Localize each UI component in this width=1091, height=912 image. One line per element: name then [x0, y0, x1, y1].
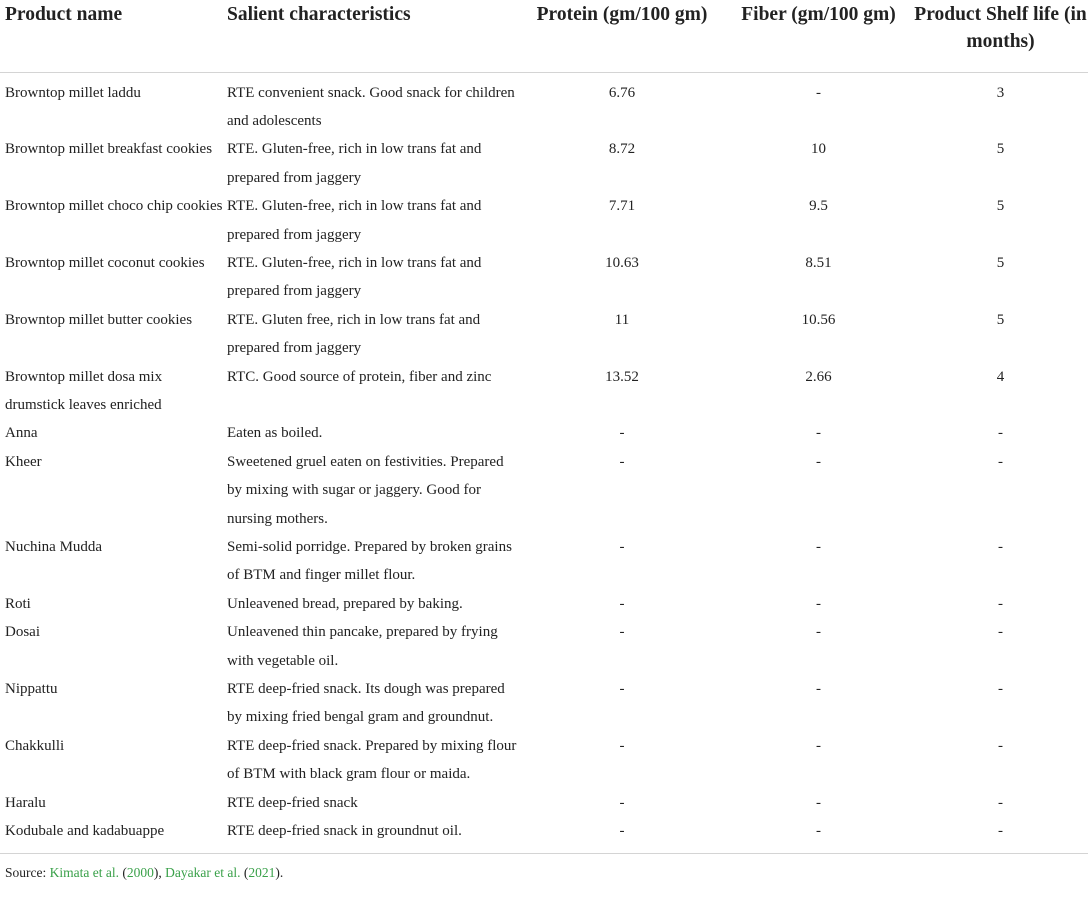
cell-salient-characteristics: RTE deep-fried snack. Its dough was prepared by mixing fried bengal gram and groundnut.	[227, 681, 505, 726]
cell-salient-characteristics: RTE. Gluten free, rich in low trans fat and prepared from jaggery	[227, 311, 481, 357]
cell-fiber: 8.51	[805, 254, 832, 271]
cell-product-name: Roti	[5, 595, 31, 612]
source-note	[5, 864, 283, 882]
cell-salient-characteristics: RTE. Gluten-free, rich in low trans fat and prepared from jaggery	[227, 141, 482, 186]
cell-protein: -	[619, 737, 625, 754]
table-row	[0, 675, 1088, 732]
cell-protein: -	[520, 817, 724, 854]
cell-protein: 6.76	[608, 84, 636, 101]
cell-product-name: Dosai	[5, 624, 40, 641]
header-salient-characteristics: Salient characteristics	[224, 0, 520, 72]
table-row	[0, 135, 1088, 192]
cell-salient-characteristics: RTE deep-fried snack in groundnut oil.	[224, 817, 520, 854]
cell-product-name: Kheer	[5, 453, 42, 470]
cell-protein: -	[619, 624, 625, 641]
cell-shelf-life: 4	[996, 368, 1005, 385]
reference-author: Kimata et al.	[49, 865, 119, 880]
reference-paren: ),	[153, 865, 166, 880]
table-row	[0, 533, 1088, 590]
table-row	[0, 419, 1088, 447]
table-row	[0, 72, 1088, 135]
reference-year: 2021	[248, 865, 276, 880]
cell-salient-characteristics: RTE convenient snack. Good snack for children and adolescents	[227, 84, 515, 129]
header-shelf-life: Product Shelf life (in months)	[913, 0, 1088, 72]
cell-product-name: Nuchina Mudda	[5, 539, 103, 555]
table-row	[0, 618, 1088, 675]
header-row	[0, 0, 1088, 72]
cell-fiber: 9.5	[809, 198, 828, 215]
table-row	[0, 306, 1088, 363]
cell-fiber: -	[816, 84, 821, 101]
cell-product-name: Haralu	[5, 794, 46, 811]
table-row	[0, 590, 1088, 618]
header-protein: Protein (gm/100 gm)	[520, 0, 724, 72]
cell-protein: 13.52	[605, 368, 639, 385]
cell-fiber: -	[816, 794, 821, 811]
table-row	[0, 249, 1088, 306]
reference-year-link-dayakar[interactable]	[248, 865, 275, 880]
table-row	[0, 789, 1088, 817]
cell-shelf-life: -	[998, 595, 1003, 612]
reference-author: Dayakar et al.	[165, 865, 241, 880]
cell-product-name: Nippattu	[5, 681, 58, 698]
cell-fiber: 2.66	[805, 368, 832, 385]
cell-protein: -	[619, 595, 625, 612]
cell-salient-characteristics: RTC. Good source of protein, fiber and zinc	[227, 368, 492, 385]
table-row	[0, 817, 1088, 854]
cell-shelf-life: -	[913, 817, 1088, 854]
cell-product-name: Browntop millet butter cookies	[5, 311, 193, 328]
cell-shelf-life: -	[998, 425, 1003, 442]
reference-year-link-kimata[interactable]	[127, 865, 154, 880]
cell-product-name: Chakkulli	[5, 737, 65, 754]
cell-shelf-life: -	[998, 539, 1003, 555]
cell-shelf-life: 5	[996, 311, 1005, 328]
cell-product-name: Browntop millet laddu	[5, 84, 141, 101]
reference-paren: (	[240, 865, 249, 880]
cell-shelf-life: 3	[996, 84, 1005, 101]
cell-product-name: Anna	[5, 425, 38, 442]
cell-protein: -	[619, 794, 625, 811]
cell-protein: 7.71	[608, 198, 636, 215]
cell-product-name: Browntop millet choco chip cookies	[5, 198, 223, 215]
cell-shelf-life: 5	[996, 254, 1005, 271]
reference-link-kimata[interactable]	[50, 865, 119, 880]
cell-product-name: Kodubale and kadabuappe	[0, 817, 224, 854]
table-row	[0, 363, 1088, 420]
cell-fiber: 10	[811, 141, 826, 158]
cell-salient-characteristics: RTE deep-fried snack	[227, 794, 358, 811]
cell-salient-characteristics: Unleavened thin pancake, prepared by frying with vegetable oil.	[227, 624, 498, 669]
cell-shelf-life: 5	[996, 198, 1005, 215]
cell-fiber: -	[816, 624, 821, 641]
table-body	[0, 72, 1088, 854]
reference-paren: (	[118, 865, 127, 880]
cell-product-name: Browntop millet breakfast cookies	[5, 141, 213, 158]
cell-fiber: 10.56	[801, 311, 836, 328]
cell-fiber: -	[816, 539, 821, 555]
table-row	[0, 448, 1088, 533]
cell-salient-characteristics: Unleavened bread, prepared by baking.	[227, 595, 463, 612]
cell-shelf-life: 5	[996, 141, 1005, 158]
cell-shelf-life: -	[998, 624, 1003, 641]
cell-fiber: -	[816, 595, 821, 612]
cell-protein: 10.63	[605, 254, 639, 271]
cell-salient-characteristics: Eaten as boiled.	[227, 425, 323, 442]
table-header	[0, 0, 1088, 72]
cell-shelf-life: -	[998, 737, 1003, 754]
header-fiber: Fiber (gm/100 gm)	[724, 0, 913, 72]
reference-year: 2000	[126, 865, 154, 880]
table-row	[0, 732, 1088, 789]
cell-salient-characteristics: Sweetened gruel eaten on festivities. Prepared by mixing with sugar or jaggery. Good for nursing mothers.	[227, 453, 504, 527]
cell-protein: -	[619, 453, 625, 470]
cell-shelf-life: -	[998, 453, 1003, 470]
cell-protein: -	[619, 681, 625, 698]
cell-fiber: -	[816, 681, 821, 698]
cell-protein: 11	[614, 311, 630, 328]
cell-salient-characteristics: Semi-solid porridge. Prepared by broken grains of BTM and finger millet flour.	[227, 539, 512, 584]
cell-product-name: Browntop millet dosa mix drumstick leaves enriched	[5, 368, 163, 413]
cell-fiber: -	[724, 817, 913, 854]
cell-protein: 8.72	[608, 141, 636, 158]
cell-shelf-life: -	[998, 681, 1003, 698]
cell-salient-characteristics: RTE. Gluten-free, rich in low trans fat and prepared from jaggery	[227, 198, 482, 243]
cell-shelf-life: -	[998, 794, 1003, 811]
cell-salient-characteristics: RTE. Gluten-free, rich in low trans fat and prepared from jaggery	[227, 254, 482, 300]
table-row	[0, 192, 1088, 249]
cell-fiber: -	[816, 737, 821, 754]
cell-product-name: Browntop millet coconut cookies	[5, 254, 205, 271]
header-product-name: Product name	[0, 0, 224, 72]
reference-link-dayakar[interactable]	[165, 865, 240, 880]
cell-salient-characteristics: RTE deep-fried snack. Prepared by mixing flour of BTM with black gram flour or maida.	[227, 737, 517, 783]
cell-fiber: -	[816, 453, 821, 470]
cell-protein: -	[619, 425, 625, 442]
cell-protein: -	[619, 539, 625, 555]
source-prefix: Source:	[5, 865, 50, 880]
reference-paren: ).	[275, 865, 284, 880]
cell-fiber: -	[816, 425, 821, 442]
